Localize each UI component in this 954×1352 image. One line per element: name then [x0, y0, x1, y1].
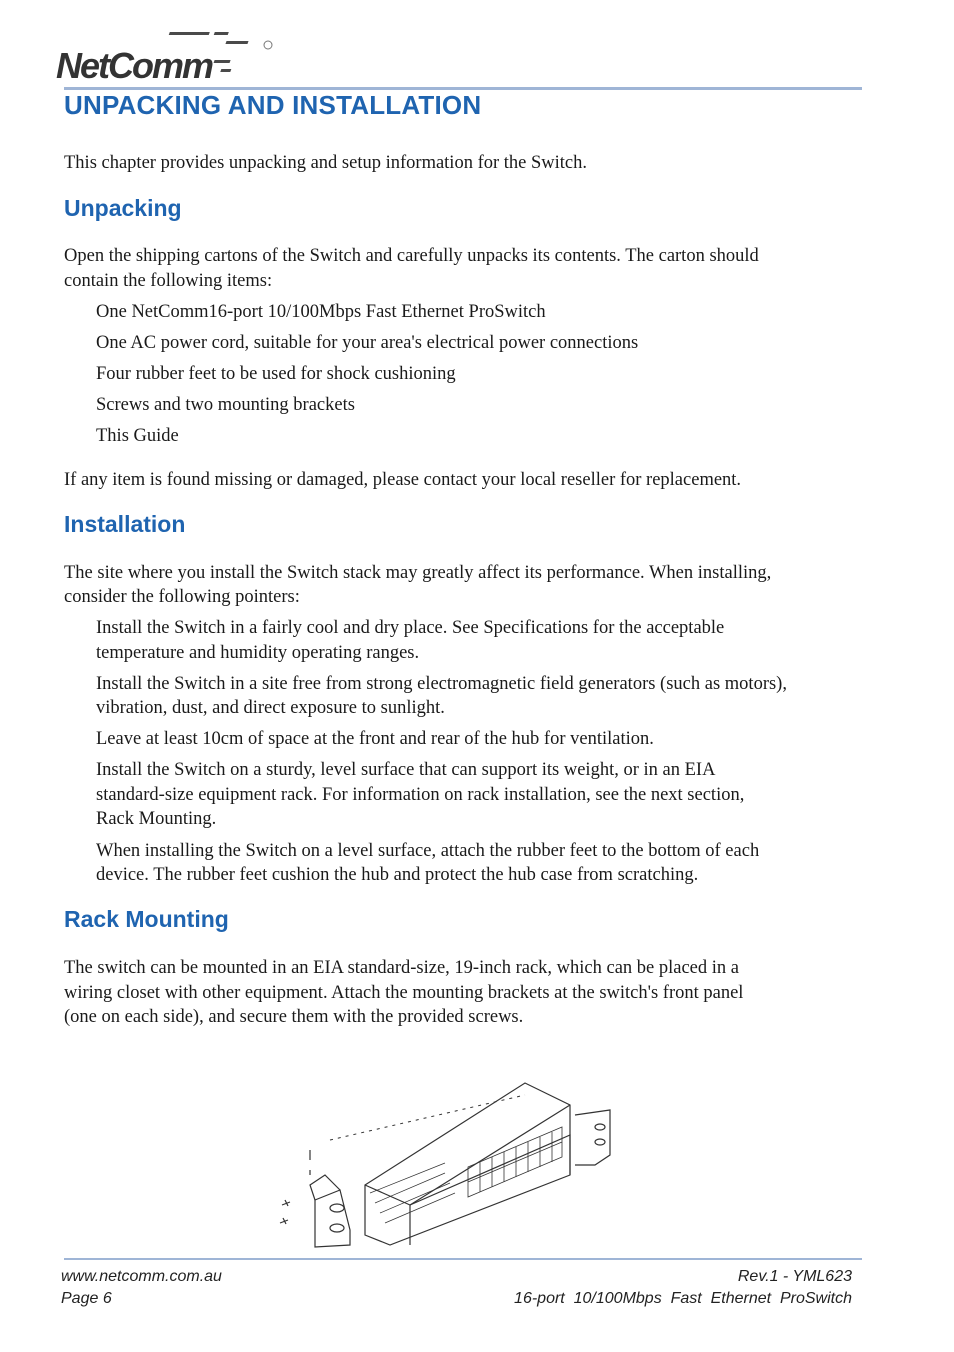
unpacking-item: This Guide: [96, 426, 179, 446]
footer-product-name: 16-port 10/100Mbps Fast Ethernet ProSwitch: [514, 1290, 852, 1307]
rack-mount-diagram: [270, 1075, 620, 1255]
installation-item-line: vibration, dust, and direct exposure to sunlight.: [96, 698, 445, 718]
rack-para-line: (one on each side), and secure them with the provided screws.: [64, 1007, 524, 1027]
installation-item-line: Install the Switch on a sturdy, level surface that can support its weight, or in an EIA: [96, 760, 716, 780]
unpacking-item: Four rubber feet to be used for shock cushioning: [96, 364, 456, 384]
installation-para-line-1: The site where you install the Switch stack may greatly affect its performance. When installing,: [64, 563, 772, 583]
installation-item-line: When installing the Switch on a level surface, attach the rubber feet to the bottom of each: [96, 841, 760, 861]
page-title: UNPACKING AND INSTALLATION: [64, 90, 482, 120]
rack-para-line: The switch can be mounted in an EIA standard-size, 19-inch rack, which can be placed in a: [64, 958, 739, 978]
installation-item-line: temperature and humidity operating ranges.: [96, 643, 420, 663]
intro-text: This chapter provides unpacking and setup information for the Switch.: [64, 153, 588, 173]
footer-url[interactable]: www.netcomm.com.au: [61, 1268, 222, 1285]
installation-item-line: Install the Switch in a site free from strong electromagnetic field generators (such as motors),: [96, 674, 787, 694]
unpacking-para-line-2: contain the following items:: [64, 271, 273, 291]
missing-items-note: If any item is found missing or damaged, please contact your local reseller for replacement.: [64, 470, 742, 490]
unpacking-heading: Unpacking: [64, 195, 182, 221]
footer-revision: Rev.1 - YML623: [737, 1268, 852, 1285]
rack-mounting-heading: Rack Mounting: [64, 906, 229, 932]
installation-item-line: Install the Switch in a fairly cool and dry place. See Specifications for the acceptable: [96, 618, 725, 638]
installation-item-line: Leave at least 10cm of space at the front and rear of the hub for ventilation.: [96, 729, 654, 749]
installation-item-line: Rack Mounting.: [96, 809, 217, 829]
installation-item-line: device. The rubber feet cushion the hub and protect the hub case from scratching.: [96, 865, 699, 885]
unpacking-para-line-1: Open the shipping cartons of the Switch and carefully unpacks its contents. The carton should: [64, 246, 759, 266]
netcomm-logo: [52, 26, 282, 86]
unpacking-item: One AC power cord, suitable for your area's electrical power connections: [96, 333, 639, 353]
installation-para-line-2: consider the following pointers:: [64, 587, 300, 607]
unpacking-item: One NetComm16-port 10/100Mbps Fast Ethernet ProSwitch: [96, 302, 546, 322]
footer-rule: [64, 1258, 862, 1260]
logo-wordmark: NetComm: [56, 45, 213, 86]
rack-para-line: wiring closet with other equipment. Attach the mounting brackets at the switch's front panel: [64, 983, 744, 1003]
installation-heading: Installation: [64, 511, 186, 537]
footer-page-number: Page 6: [61, 1290, 112, 1307]
installation-item-line: standard-size equipment rack. For information on rack installation, see the next section,: [96, 785, 745, 805]
unpacking-item: Screws and two mounting brackets: [96, 395, 355, 415]
